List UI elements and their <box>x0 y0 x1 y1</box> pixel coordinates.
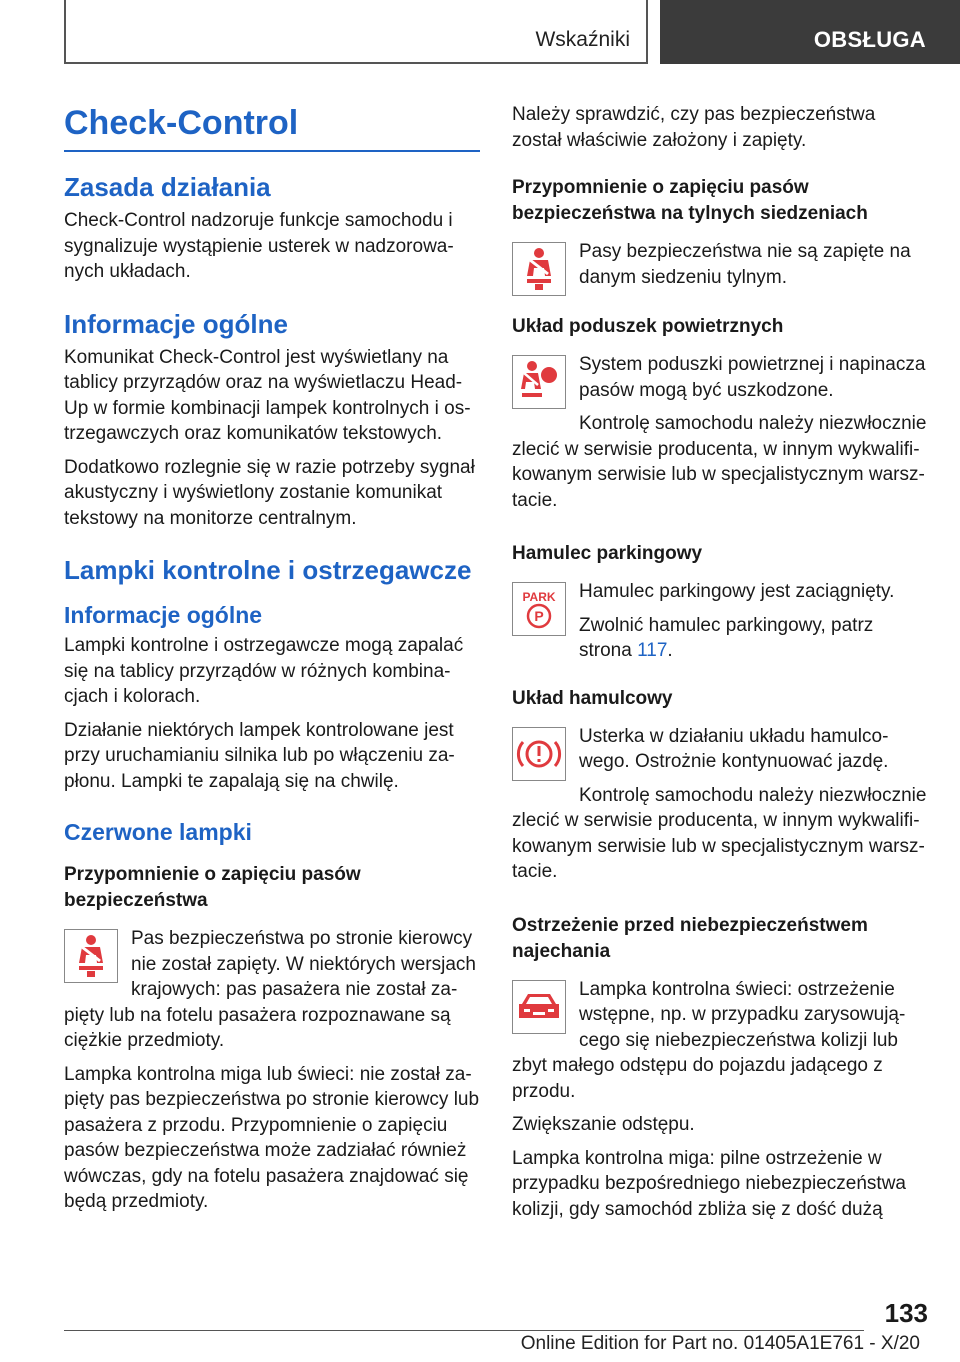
principle-text: Check-Control nadzoruje funkcje samochodu i sygnalizuje wystąpienie usterek w nadzorowanych układach. <box>64 210 454 282</box>
parking-brake-icon <box>512 582 566 636</box>
heading-parking-brake: Hamulec parkingowy <box>512 543 703 564</box>
seatbelt-text-1: Pas bezpieczeństwa po stronie kierowcy nie został zapięty. W niektórych wersjach krajowych: pas pasażera nie został zapięty lub na fotelu pasażera rozpoznawane są ciężkie przedmioty. <box>64 928 476 1051</box>
collision-text-2: Zwiększanie odstępu. <box>512 1114 695 1135</box>
collision-text-3: Lampka kontrolna miga: pilne ostrzeżenie w przypadku bezpośredniego niebezpieczeństwa kolizji, gdy samochód zbliża się z dość dużą <box>512 1147 906 1220</box>
rear-seatbelt-icon <box>512 242 566 296</box>
heading-rear-seatbelt: Przypomnienie o zapięciu pasów bezpieczeństwa na tylnych siedzeniach <box>512 177 868 224</box>
airbag-icon <box>512 355 566 409</box>
section-tab <box>64 0 648 64</box>
parking-brake-text-1: Hamulec parkingowy jest zaciągnięty. <box>579 581 895 602</box>
brake-text-2: Kontrolę samochodu należy niezwłocznie zlecić w serwisie producenta, w innym wykwalifikowanym serwisie lub w specjalistycznym warsztacie. <box>512 784 927 882</box>
page-title: Check-Control <box>64 104 299 142</box>
edition-text: Online Edition for Part no. 01405A1E761 - X/20 <box>520 1333 920 1354</box>
page-number: 133 <box>884 1298 928 1328</box>
airbag-text-2: Kontrolę samochodu należy niezwłocznie zlecić w serwisie producenta, w innym wykwalifikowanym serwisie lub w specjalistycznym warsztacie. <box>512 413 927 511</box>
title-rule <box>64 150 480 152</box>
heading-airbag: Układ poduszek powietrznych <box>512 316 784 337</box>
general-info-text-2: Dodatkowo rozlegnie się w razie potrzeby sygnał akustyczny i wyświetlony zostanie komunikat tekstowy na monitorze centralnym. <box>64 456 475 529</box>
rear-seatbelt-text: Pasy bezpieczeństwa nie są zapięte na danym siedzeniu tylnym. <box>579 241 911 288</box>
heading-warning-lamps: Lampki kontrolne i ostrzegawcze <box>64 555 472 585</box>
page-link-117[interactable]: 117 <box>637 640 668 661</box>
heading-collision-warning: Ostrzeżenie przed niebezpieczeństwem najechania <box>512 914 868 962</box>
collision-warning <box>512 977 928 1105</box>
seatbelt-text-2: Lampka kontrolna miga lub świeci: nie został zapięty pas bezpieczeństwa po stronie kierowcy lub pasażera z przodu. Przypomnienie o zapięciu pasów bezpieczeństwa może zadziałać również wówczas, gdy na fotelu pasażera znajdować się będą przedmioty. <box>64 1063 480 1212</box>
brake-icon <box>512 727 566 781</box>
chapter-tab-label: OBSŁUGA <box>813 27 926 52</box>
heading-lamps-general: Informacje ogólne <box>64 602 263 628</box>
lamps-general-text-2: Działanie niektórych lampek kontrolowane jest przy uruchamianiu silnika lub po włączeniu zapłonu. Lampki te zapalają się na chwilę. <box>64 719 455 792</box>
chapter-tab <box>660 0 960 64</box>
section-tab-label: Wskaźniki <box>535 28 630 51</box>
heading-brake-system: Układ hamulcowy <box>512 687 673 709</box>
footer-rule <box>64 1330 864 1331</box>
svg-text:P: P <box>534 608 544 624</box>
car-front-icon <box>512 980 566 1034</box>
park-icon-text: PARK <box>522 590 556 604</box>
heading-general-info: Informacje ogólne <box>64 308 288 339</box>
general-info-text-1: Komunikat Check-Control jest wyświetlany na tablicy przyrządów oraz na wyświetlaczu Head-Up w formie kombinacji lampek kontrolnych i ostrzegawczych oraz komunikatów tekstowych. <box>64 346 471 444</box>
brake-warning <box>512 724 928 775</box>
brake-text-1: Usterka w działaniu układu hamulcowego. Ostrożnie kontynuować jazdę. <box>579 725 889 772</box>
heading-red-lamps: Czerwone lampki <box>64 819 252 845</box>
airbag-warning <box>512 352 928 403</box>
collision-text-1: Lampka kontrolna świeci: ostrzeżenie wstępne, np. w przypadku zarysowującego się niebezpieczeństwa kolizji lub zbyt małego odstępu do pojazdu jadącego z przodu. <box>512 978 906 1102</box>
parking-brake-warning <box>512 579 928 672</box>
seatbelt-warning <box>64 926 480 1054</box>
airbag-text-1: System poduszki powietrznej i napinacza pasów mogą być uszkodzone. <box>579 354 926 401</box>
heading-seatbelt-reminder: Przypomnienie o zapięciu pasów bezpieczeństwa <box>64 864 361 911</box>
heading-principle: Zasada działania <box>64 172 271 202</box>
seatbelt-icon <box>64 929 118 983</box>
seatbelt-check-text: Należy sprawdzić, czy pas bezpieczeństwa został właściwie założony i zapięty. <box>512 104 876 151</box>
left-column <box>64 98 480 1223</box>
lamps-general-text-1: Lampki kontrolne i ostrzegawcze mogą zapalać się na tablicy przyrządów w różnych kombinacjach i kolorach. <box>64 635 464 707</box>
right-column <box>512 102 928 1230</box>
rear-seatbelt-warning <box>512 239 928 300</box>
parking-brake-text-2: Zwolnić hamulec parkingowy, patrz strona 117. <box>579 614 874 661</box>
